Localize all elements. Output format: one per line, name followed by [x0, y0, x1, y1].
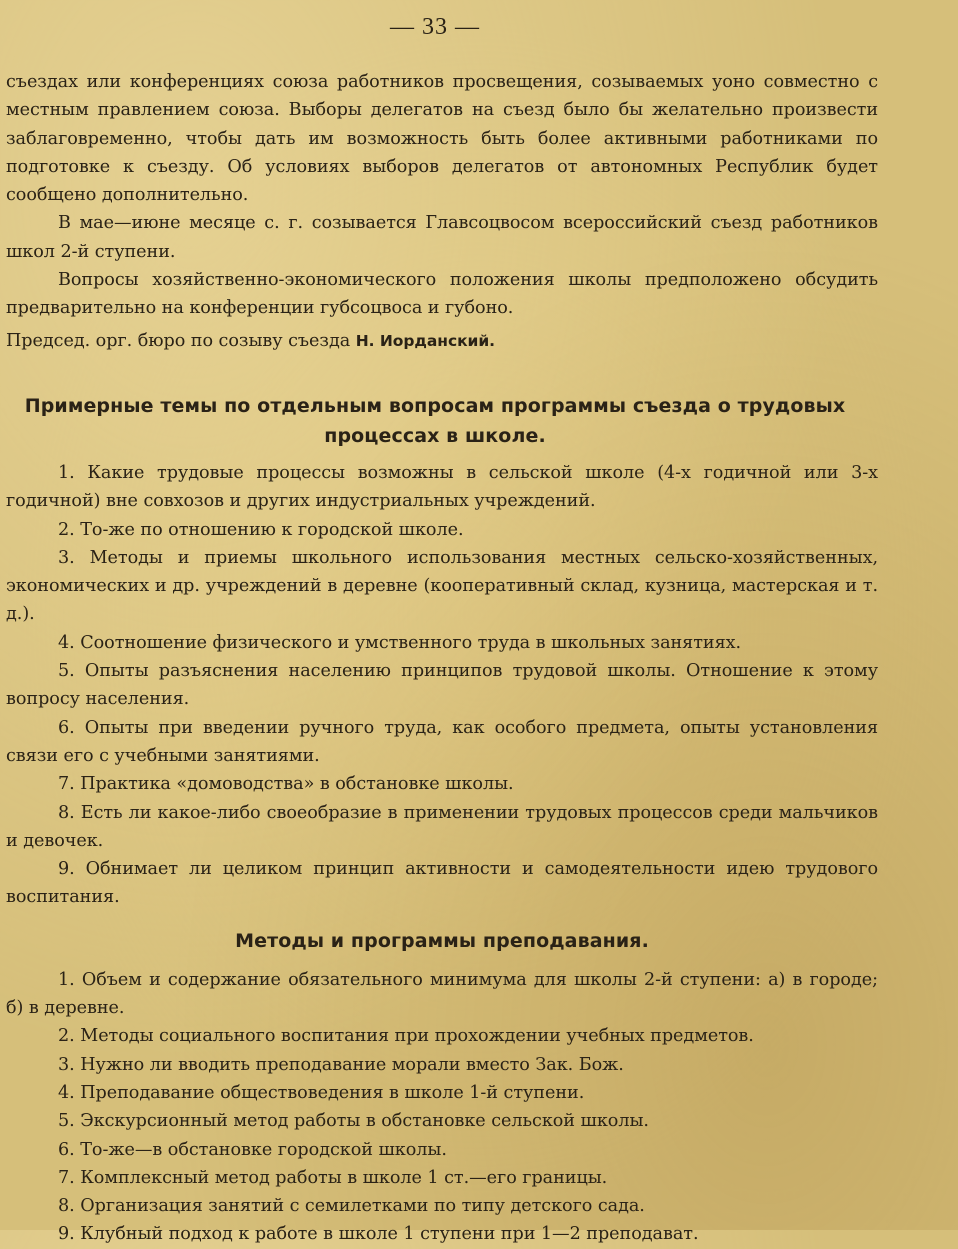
list-item: 9. Обнимает ли целиком принцип активности и самодеятельности идею трудового воспитания. — [6, 859, 878, 908]
section-heading-methods: Методы и программы преподавания. — [235, 929, 649, 952]
list-item: 7. Комплексный метод работы в школе 1 ст.—его границы. — [58, 1167, 608, 1188]
section-heading-labor-line2: процессах в школе. — [324, 424, 546, 447]
intro-paragraph-3: Вопросы хозяйственно-экономического положения школы предположено обсудить предварительно на конференции губсоцвоса и губоно. — [6, 270, 878, 319]
page-number: — 33 — — [390, 14, 480, 40]
list-item: 1. Какие трудовые процессы возможны в сельской школе (4-х годичной или 3-х годичной) вне совхозов и других индустриальных учреждений. — [6, 462, 878, 512]
intro-paragraph-2: В мае—июне месяце с. г. созывается Главсоцвосом всероссийский съезд работников школ 2-й ступени. — [6, 213, 878, 262]
list-item: 8. Есть ли какое-либо своеобразие в применении трудовых процессов среди мальчиков и девочек. — [6, 802, 878, 851]
list-item: 5. Экскурсионный метод работы в обстановке сельской школы. — [58, 1111, 649, 1132]
list-item: 9. Клубный подход к работе в школе 1 ступени при 1—2 преподават. — [58, 1224, 699, 1245]
section-heading-labor-line1: Примерные темы по отдельным вопросам программы съезда о трудовых — [24, 394, 846, 417]
list-item: 4. Соотношение физического и умственного труда в школьных занятиях. — [58, 632, 742, 653]
list-item: 3. Методы и приемы школьного использования местных сельско-хозяйственных, экономических и др. учреждений в деревне (кооперативный склад, кузница, мастерская и т. д.). — [6, 547, 878, 625]
list-item: 1. Объем и содержание обязательного минимума для школы 2-й ступени: а) в городе; б) в деревне. — [6, 969, 878, 1019]
section-heading-labor — [6, 391, 878, 451]
signature-name: Н. Иорданский. — [355, 331, 496, 350]
list-item: 8. Организация занятий с семилетками по типу детского сада. — [58, 1196, 645, 1217]
list-item: 6. Опыты при введении ручного труда, как особого предмета, опыты установления связи его с учебными занятиями. — [6, 717, 878, 766]
signature-line — [6, 327, 878, 355]
list-item: 3. Нужно ли вводить преподавание морали вместо Зак. Бож. — [58, 1054, 624, 1075]
list-item: 7. Практика «домоводства» в обстановке школы. — [58, 774, 514, 795]
list-item: 2. То-же по отношению к городской школе. — [58, 519, 464, 540]
signature-prefix: Председ. орг. бюро по созыву съезда — [6, 330, 351, 351]
list-item: 5. Опыты разъяснения населению принципов трудовой школы. Отношение к этому вопросу населения. — [6, 661, 878, 710]
intro-paragraph-1: съездах или конференциях союза работников просвещения, созываемых уоно совместно с местным правлением союза. Выборы делегатов на съезд было бы желательно произвести заблаговременно, чтобы дать им возможность быть более активными работниками по подготовке к съезду. Об условиях выборов делегатов от автономных Республик будет сообщено дополнительно. — [6, 72, 878, 206]
labor-topics-list — [6, 459, 878, 912]
list-item: 4. Преподавание обществоведения в школе 1-й ступени. — [58, 1082, 585, 1103]
list-item: 2. Методы социального воспитания при прохождении учебных предметов. — [58, 1026, 754, 1047]
page-body — [6, 68, 878, 1249]
methods-topics-list — [6, 966, 878, 1249]
list-item: 6. То-же—в обстановке городской школы. — [58, 1139, 447, 1160]
